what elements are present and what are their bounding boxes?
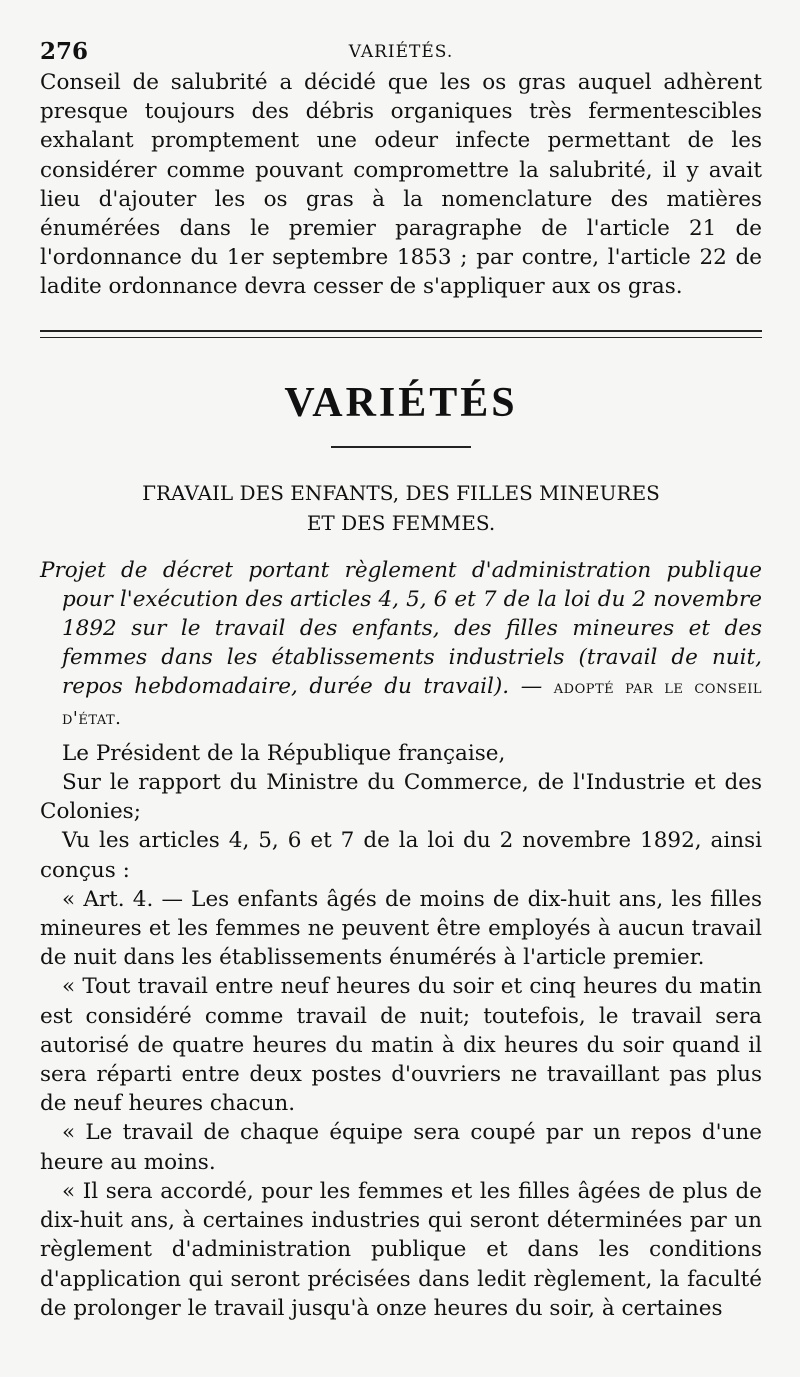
section-title: VARIÉTÉS: [284, 379, 518, 426]
decree-summary-italic: Projet de décret portant règlement d'administration publique pour l'exécution des articles 4, 5, 6 et 7 de la loi du 2 novembre 1892 sur le travail des enfants, des filles mineures et des femmes dans les établissements industriels (travail de nuit, repos hebdomadaire, durée du travail). —: [40, 557, 762, 700]
body-paragraph: Sur le rapport du Ministre du Commerce, de l'Industrie et des Colonies;: [40, 770, 762, 825]
adopted-note: adopté par le conseil d'état.: [62, 677, 762, 729]
article-title-line-2: ET DES FEMMES.: [306, 510, 496, 535]
running-title: VARIÉTÉS.: [348, 42, 454, 62]
top-paragraph: Conseil de salubrité a décidé que les os gras auquel adhèrent presque toujours des débris organiques très fermentescibles exhalant promptement une odeur infecte permettant de les considérer comme pouvant compromettre la salubrité, il y avait lieu d'ajouter les os gras à la nomenclature des matières énumérées dans le premier paragraphe de l'article 21 de l'ordonnance du 1er septembre 1853 ; par contre, l'article 22 de ladite ordonnance devra cesser de s'appliquer aux os gras.: [40, 70, 762, 300]
body-paragraph: Vu les articles 4, 5, 6 et 7 de la loi du 2 novembre 1892, ainsi conçus :: [40, 828, 762, 883]
running-head: [40, 38, 762, 68]
decree-body: [40, 739, 762, 1323]
body-paragraph: « Le travail de chaque équipe sera coupé par un repos d'une heure au moins.: [40, 1120, 762, 1175]
decree-summary: [40, 556, 762, 733]
body-paragraph: « Art. 4. — Les enfants âgés de moins de dix-huit ans, les filles mineures et les femmes ne peuvent être employés à aucun travail de nuit dans les établissements énumérés à l'article premier.: [40, 886, 762, 971]
body-paragraph: Le Président de la République française,: [62, 740, 506, 766]
top-paragraph-block: [40, 68, 762, 302]
double-rule-divider: [40, 330, 762, 338]
page-number: 276: [40, 38, 89, 65]
short-rule-divider: [331, 446, 471, 448]
article-title: [40, 478, 762, 538]
body-paragraph: « Il sera accordé, pour les femmes et les filles âgées de plus de dix-huit ans, à certaines industries qui seront déterminées par un règlement d'administration publique et dans les conditions d'application qui seront précisées dans ledit règlement, la faculté de prolonger le travail jusqu'à onze heures du soir, à certaines: [40, 1178, 762, 1321]
article-title-line-1: ΓRAVAIL DES ENFANTS, DES FILLES MINEURES: [142, 480, 660, 505]
body-paragraph: « Tout travail entre neuf heures du soir et cinq heures du matin est considéré comme travail de nuit; toutefois, le travail sera autorisé de quatre heures du matin à dix heures du soir quand il sera réparti entre deux postes d'ouvriers ne travaillant pas plus de neuf heures chacun.: [40, 974, 762, 1117]
